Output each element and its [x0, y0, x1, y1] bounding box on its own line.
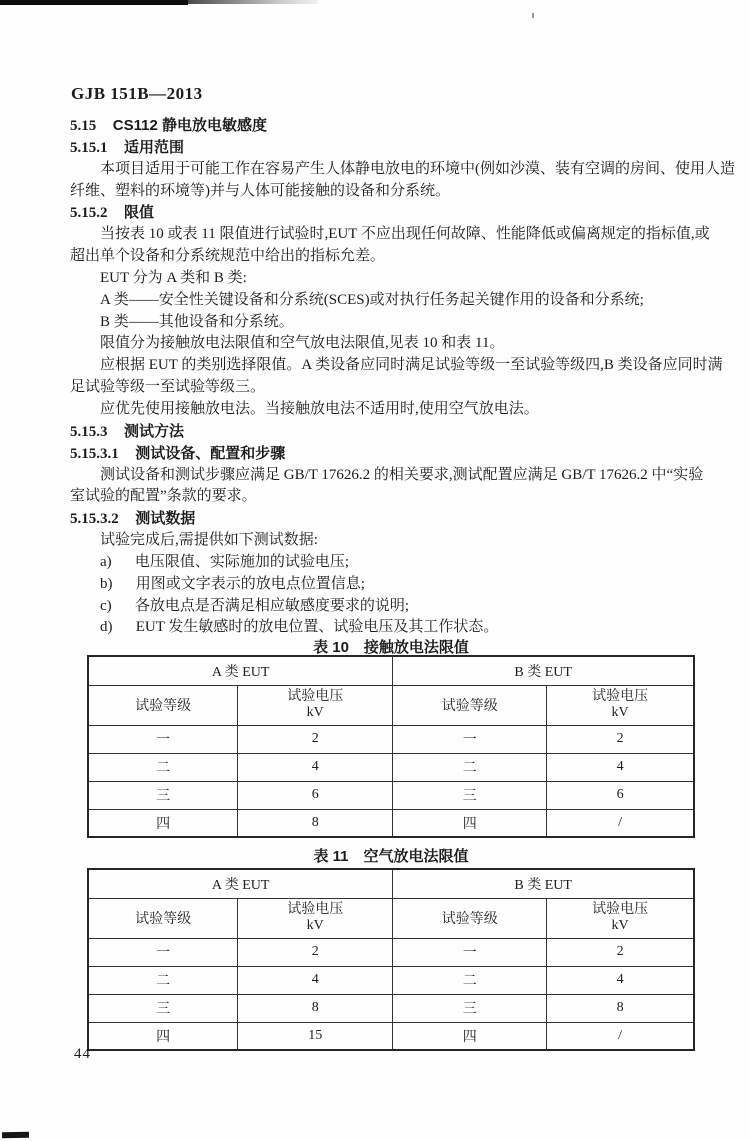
heading-text: 限值	[124, 204, 155, 222]
list-item-b	[70, 574, 702, 596]
table-group-header-row	[88, 869, 694, 898]
table-11-title	[87, 845, 695, 866]
table-cell: 6	[547, 781, 694, 809]
table-cell: /	[547, 1022, 694, 1050]
paragraph-line	[70, 530, 702, 552]
group-header-a: A 类 EUT	[88, 869, 393, 898]
heading-text: 测试数据	[135, 510, 196, 528]
heading-number: 5.15.1	[70, 139, 108, 156]
table-cell: 四	[88, 809, 238, 837]
table-cell: 2	[547, 725, 694, 753]
table-cell: 15	[238, 1022, 393, 1050]
body-text	[70, 115, 735, 639]
heading-number: 5.15.3	[70, 423, 108, 440]
paragraph-line	[70, 268, 702, 290]
heading-5-15-3-2	[70, 508, 702, 530]
table-cell: 二	[88, 753, 238, 781]
table-number: 表 11	[313, 848, 349, 865]
list-text: EUT 发生敏感时的放电位置、试验电压及其工作状态。	[135, 619, 499, 636]
list-item-a	[70, 552, 702, 574]
table-row	[88, 781, 694, 809]
table-column-header-row	[88, 685, 694, 725]
heading-5-15	[70, 115, 702, 137]
table-row	[88, 938, 694, 966]
group-header-a: A 类 EUT	[88, 656, 393, 685]
voltage-unit: kV	[306, 705, 324, 720]
col-header-voltage	[238, 898, 393, 938]
paragraph-line	[70, 399, 702, 421]
heading-text: 适用范围	[124, 138, 185, 156]
table-cell: 2	[238, 938, 393, 966]
table-cell: 4	[547, 753, 694, 781]
paragraph-line	[70, 465, 702, 487]
scan-smudge	[2, 1132, 29, 1138]
voltage-label: 试验电压	[287, 689, 344, 704]
list-marker: c)	[100, 597, 112, 614]
scan-edge-artifact-fade	[188, 0, 318, 4]
heading-5-15-1	[70, 137, 702, 159]
table-cell: 一	[393, 938, 547, 966]
paragraph-text: 超出单个设备和分系统规范中给出的指标允差。	[70, 248, 386, 265]
table-row	[88, 1022, 694, 1050]
heading-number: 5.15.3.1	[70, 445, 119, 462]
list-text: 各放电点是否满足相应敏感度要求的说明;	[134, 597, 410, 614]
paragraph-text: 限值分为接触放电法限值和空气放电法限值,见表 10 和表 11。	[100, 335, 505, 352]
table-cell: 二	[393, 753, 547, 781]
col-header-voltage	[547, 685, 694, 725]
paragraph-text: A 类——安全性关键设备和分系统(SCES)或对执行任务起关键作用的设备和分系统;	[100, 291, 644, 308]
table-cell: 2	[547, 938, 694, 966]
heading-number: 5.15.2	[70, 205, 108, 222]
table-cell: 8	[238, 994, 393, 1022]
voltage-label: 试验电压	[592, 689, 649, 704]
table-title-text: 空气放电法限值	[363, 848, 469, 865]
table-cell: 一	[88, 725, 238, 753]
table-cell: 一	[88, 938, 238, 966]
paragraph-text: 本项目适用于可能工作在容易产生人体静电放电的环境中(例如沙漠、装有空调的房间、使用人造	[100, 160, 735, 177]
paragraph-text: 当按表 10 或表 11 限值进行试验时,EUT 不应出现任何故障、性能降低或偏离规定的指标值,或	[100, 226, 710, 243]
table-cell: 三	[88, 994, 238, 1022]
table-cell: 8	[547, 994, 694, 1022]
voltage-unit: kV	[611, 918, 629, 933]
heading-number: 5.15	[70, 118, 97, 134]
table-row	[88, 753, 694, 781]
table-cell: 四	[88, 1022, 238, 1050]
paragraph-text: 纤维、塑料的环境等)并与人体可能接触的设备和分系统。	[70, 182, 450, 199]
list-marker: a)	[100, 553, 112, 570]
paragraph-line	[70, 159, 735, 181]
list-text: 电压限值、实际施加的试验电压;	[134, 553, 350, 570]
table-cell: 三	[88, 781, 238, 809]
col-header-voltage	[238, 685, 393, 725]
group-header-b: B 类 EUT	[393, 656, 694, 685]
voltage-label: 试验电压	[592, 902, 649, 917]
heading-text: 测试方法	[124, 422, 185, 440]
table-10-contact-discharge-limits	[87, 655, 695, 838]
paragraph-text: 室试验的配置”条款的要求。	[70, 488, 257, 505]
col-header-voltage	[547, 898, 694, 938]
heading-number: 5.15.3.2	[70, 511, 119, 528]
paragraph-line	[70, 290, 702, 312]
table-cell: 二	[393, 966, 547, 994]
col-header-level: 试验等级	[88, 685, 238, 725]
list-item-c	[70, 596, 702, 618]
table-column-header-row	[88, 898, 694, 938]
table-number: 表 10	[313, 639, 349, 656]
table-row	[88, 725, 694, 753]
table-cell: 一	[393, 725, 547, 753]
scan-edge-artifact	[0, 0, 188, 5]
list-marker: d)	[100, 619, 113, 636]
paragraph-text: 应优先使用接触放电法。当接触放电法不适用时,使用空气放电法。	[100, 400, 539, 417]
voltage-label: 试验电压	[287, 902, 344, 917]
table-11-air-discharge-limits	[87, 868, 695, 1051]
paragraph-line	[70, 224, 710, 246]
paragraph-text: 足试验等级一至试验等级三。	[70, 379, 266, 396]
table-cell: 6	[238, 781, 393, 809]
table-cell: 三	[393, 994, 547, 1022]
table-10-title	[87, 636, 695, 657]
paragraph-text: 测试设备和测试步骤应满足 GB/T 17626.2 的相关要求,测试配置应满足 GB/T 17626.2 中“实验	[100, 466, 704, 483]
heading-text: CS112 静电放电敏感度	[112, 117, 267, 134]
table-title-text: 接触放电法限值	[363, 639, 469, 656]
table-cell: 二	[88, 966, 238, 994]
col-header-level: 试验等级	[393, 898, 547, 938]
col-header-level: 试验等级	[393, 685, 547, 725]
paragraph-text: B 类——其他设备和分系统。	[100, 313, 294, 330]
table-cell: 4	[238, 753, 393, 781]
heading-text: 测试设备、配置和步骤	[135, 444, 286, 462]
table-cell: /	[547, 809, 694, 837]
scan-speck	[532, 13, 534, 18]
table-row	[88, 809, 694, 837]
table-cell: 四	[393, 1022, 547, 1050]
paragraph-line	[70, 355, 723, 377]
voltage-unit: kV	[611, 705, 629, 720]
paragraph-text: EUT 分为 A 类和 B 类:	[100, 269, 247, 286]
heading-5-15-3-1	[70, 443, 702, 465]
paragraph-line	[70, 333, 702, 355]
table-cell: 四	[393, 809, 547, 837]
paragraph-line	[70, 486, 702, 508]
table-cell: 4	[547, 966, 694, 994]
table-cell: 三	[393, 781, 547, 809]
list-marker: b)	[100, 575, 113, 592]
table-cell: 8	[238, 809, 393, 837]
table-cell: 2	[238, 725, 393, 753]
col-header-level: 试验等级	[88, 898, 238, 938]
table-row	[88, 966, 694, 994]
page-number: 44	[74, 1046, 91, 1062]
paragraph-line	[70, 246, 702, 268]
table-group-header-row	[88, 656, 694, 685]
table-cell: 4	[238, 966, 393, 994]
group-header-b: B 类 EUT	[393, 869, 694, 898]
voltage-unit: kV	[306, 918, 324, 933]
table-row	[88, 994, 694, 1022]
paragraph-line	[70, 312, 702, 334]
paragraph-text: 试验完成后,需提供如下测试数据:	[100, 532, 318, 549]
document-code: GJB 151B—2013	[71, 84, 203, 103]
heading-5-15-3	[70, 421, 702, 443]
paragraph-text: 应根据 EUT 的类别选择限值。A 类设备应同时满足试验等级一至试验等级四,B 类设备应同时满	[100, 357, 723, 374]
paragraph-line	[70, 377, 702, 399]
list-text: 用图或文字表示的放电点位置信息;	[135, 575, 365, 592]
heading-5-15-2	[70, 202, 702, 224]
paragraph-line	[70, 181, 702, 203]
